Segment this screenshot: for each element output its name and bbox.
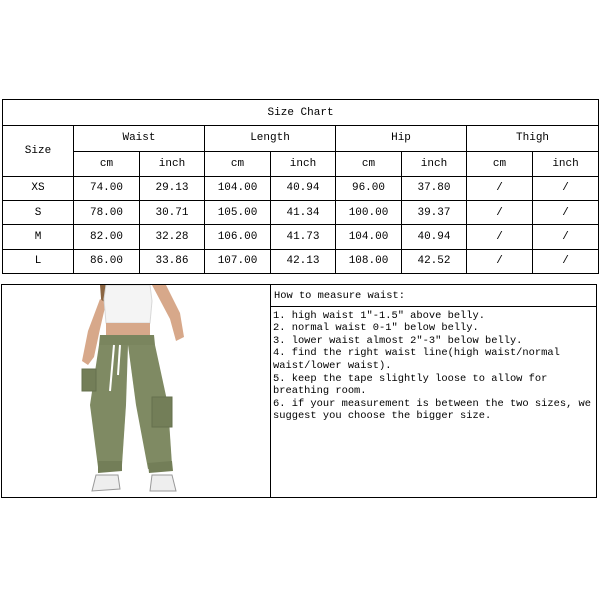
unit-header: cm <box>74 151 140 176</box>
unit-header: cm <box>205 151 271 176</box>
size-column-header: Size <box>3 126 74 177</box>
table-cell: 41.34 <box>271 201 336 225</box>
table-cell: / <box>467 249 533 273</box>
table-cell: 39.37 <box>402 201 467 225</box>
table-cell: 40.94 <box>402 225 467 249</box>
unit-header: cm <box>336 151 402 176</box>
list-item: 4. find the right waist line(high waist/normal waist/lower waist). <box>273 347 560 372</box>
table-cell: 105.00 <box>205 201 271 225</box>
size-label: S <box>3 201 74 225</box>
waist-group-header: Waist <box>74 126 205 151</box>
table-cell: 86.00 <box>74 249 140 273</box>
table-cell: 42.13 <box>271 249 336 273</box>
table-cell: 42.52 <box>402 249 467 273</box>
table-cell: 104.00 <box>336 225 402 249</box>
table-cell: 108.00 <box>336 249 402 273</box>
size-chart-table <box>2 99 599 274</box>
measure-steps-list <box>271 307 596 423</box>
hip-group-header: Hip <box>336 126 467 151</box>
table-cell: 74.00 <box>74 176 140 200</box>
product-photo <box>2 285 271 497</box>
table-cell: 30.71 <box>140 201 205 225</box>
table-cell: 32.28 <box>140 225 205 249</box>
table-cell: / <box>533 176 599 200</box>
unit-header: inch <box>533 151 599 176</box>
table-cell: / <box>467 201 533 225</box>
table-cell: 78.00 <box>74 201 140 225</box>
table-cell: / <box>533 225 599 249</box>
table-cell: 107.00 <box>205 249 271 273</box>
list-item: 6. if your measurement is between the two sizes, we suggest you choose the bigger size. <box>273 397 592 423</box>
size-label: L <box>3 249 74 273</box>
table-cell: 41.73 <box>271 225 336 249</box>
list-item: 2. normal waist 0-1" below belly. <box>273 322 479 335</box>
table-row <box>3 176 599 200</box>
unit-header: cm <box>467 151 533 176</box>
table-row <box>3 201 599 225</box>
length-group-header: Length <box>205 126 336 151</box>
size-label: XS <box>3 176 74 200</box>
model-illustration <box>2 285 270 497</box>
table-cell: / <box>467 176 533 200</box>
table-cell: 29.13 <box>140 176 205 200</box>
unit-header: inch <box>140 151 205 176</box>
thigh-group-header: Thigh <box>467 126 599 151</box>
table-cell: / <box>533 249 599 273</box>
measure-instructions <box>271 285 596 497</box>
table-row <box>3 249 599 273</box>
table-cell: 96.00 <box>336 176 402 200</box>
table-cell: 100.00 <box>336 201 402 225</box>
table-cell: 82.00 <box>74 225 140 249</box>
unit-header: inch <box>402 151 467 176</box>
unit-header: inch <box>271 151 336 176</box>
table-cell: 106.00 <box>205 225 271 249</box>
table-cell: 37.80 <box>402 176 467 200</box>
table-cell: / <box>533 201 599 225</box>
list-item: 3. lower waist almost 2"-3" below belly. <box>273 334 523 347</box>
size-chart-title: Size Chart <box>3 100 599 126</box>
measure-guide-title: How to measure waist: <box>271 285 596 307</box>
table-cell: / <box>467 225 533 249</box>
list-item: 1. high waist 1"-1.5" above belly. <box>273 309 486 322</box>
table-cell: 104.00 <box>205 176 271 200</box>
size-label: M <box>3 225 74 249</box>
table-row <box>3 225 599 249</box>
table-cell: 40.94 <box>271 176 336 200</box>
list-item: 5. keep the tape slightly loose to allow for breathing room. <box>273 372 548 398</box>
table-cell: 33.86 <box>140 249 205 273</box>
measure-guide-panel <box>1 284 597 498</box>
